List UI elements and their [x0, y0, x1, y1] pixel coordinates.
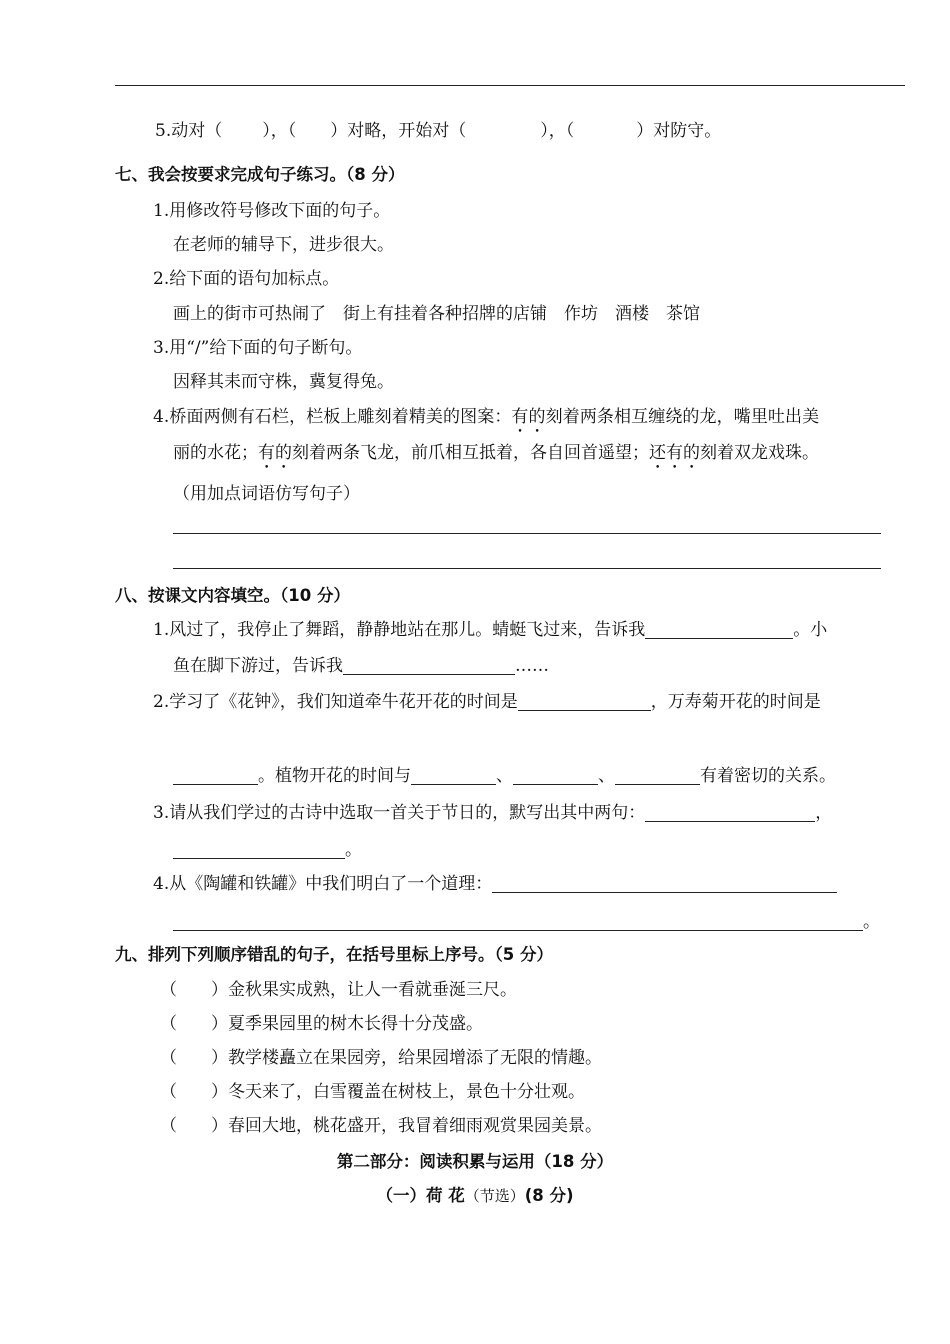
- sec8-item2-sep1: 、: [496, 766, 513, 786]
- part2-subtitle: [0, 1184, 950, 1208]
- sec9-item: （ ）金秋果实成熟，让人一看就垂涎三尺。: [160, 980, 517, 1000]
- sec8-item1-line2: [173, 654, 549, 678]
- sec8-item3-line2: [173, 838, 362, 862]
- fill-blank[interactable]: [513, 766, 598, 785]
- sec8-item1-line1: [153, 618, 827, 642]
- sec7-item4-a-post: 刻着两条相互缠绕的龙，嘴里吐出美: [545, 407, 820, 427]
- sec7-item3: 3.用“/”给下面的句子断句。: [153, 338, 363, 358]
- sec8-item1-b-end: ……: [515, 656, 549, 676]
- sec8-item4-line2: [173, 910, 880, 934]
- top-rule: [115, 85, 905, 86]
- q6-item5: [155, 119, 721, 143]
- q6-item5-d: ），（: [540, 121, 575, 141]
- part2-subtitle-b: （节选）: [464, 1187, 525, 1205]
- sec7-item4-b-dot1: 有的: [258, 443, 292, 463]
- fill-blank[interactable]: [411, 766, 496, 785]
- answer-line[interactable]: [173, 568, 881, 569]
- sec9-item: （ ）冬天来了，白雪覆盖在树枝上，景色十分壮观。: [160, 1082, 585, 1102]
- sec7-item4-b-mid: 刻着两条飞龙，前爪相互抵着，各自回首遥望；: [292, 443, 649, 463]
- sec8-item2-a-end: ，万寿菊开花的时间是: [650, 692, 821, 712]
- sec9-title: 九、排列下列顺序错乱的句子，在括号里标上序号。（5 分）: [115, 945, 553, 964]
- sec7-item4-line1: [153, 405, 819, 437]
- sec7-item4-b-pre: 丽的水花；: [173, 443, 258, 463]
- sec8-item2-b-end: 有着密切的关系。: [700, 766, 836, 786]
- sec8-item2-line1: [153, 690, 821, 714]
- sec7-item4-a-dot: 有的: [511, 407, 546, 427]
- sec9-item: （ ）春回大地，桃花盛开，我冒着细雨观赏果园美景。: [160, 1116, 602, 1136]
- sec8-item3-a: 3.请从我们学过的古诗中选取一首关于节日的，默写出其中两句：: [153, 803, 646, 823]
- sec7-item4-b-dot2: 还有的: [649, 443, 700, 463]
- sec7-item2: 2.给下面的语句加标点。: [153, 269, 340, 289]
- sec8-title: 八、按课文内容填空。（10 分）: [115, 586, 350, 605]
- sec7-item4-b-post: 刻着双龙戏珠。: [700, 443, 819, 463]
- fill-blank[interactable]: [492, 874, 837, 893]
- part2-subtitle-c: (8 分): [524, 1186, 574, 1205]
- fill-blank[interactable]: [173, 912, 863, 931]
- fill-blank[interactable]: [343, 656, 515, 675]
- sec7-title: 七、我会按要求完成句子练习。（8 分）: [115, 165, 405, 184]
- sec7-item4-a-pre: 4.桥面两侧有石栏，栏板上雕刻着精美的图案：: [153, 407, 512, 427]
- sec7-item3-sentence: 因释其耒而守株，冀复得兔。: [173, 372, 394, 392]
- sec7-item2-sentence: 画上的街市可热闹了 街上有挂着各种招牌的店铺 作坊 酒楼 茶馆: [173, 304, 700, 324]
- sec7-item1-sentence: 在老师的辅导下，进步很大。: [173, 235, 394, 255]
- sec8-item4-line1: [153, 872, 837, 896]
- sec8-item2-a: 2.学习了《花钟》，我们知道牵牛花开花的时间是: [153, 692, 518, 712]
- sec8-item4-a: 4.从《陶罐和铁罐》中我们明白了一个道理：: [153, 874, 493, 894]
- sec8-item3-line1: [153, 801, 832, 825]
- sec8-item1-a: 1.风过了，我停止了舞蹈，静静地站在那儿。蜻蜓飞过来，告诉我: [153, 620, 646, 640]
- sec8-item3-a-end: ，: [815, 803, 833, 823]
- sec9-item: （ ）教学楼矗立在果园旁，给果园增添了无限的情趣。: [160, 1048, 602, 1068]
- fill-blank[interactable]: [173, 766, 258, 785]
- sec7-item4-line2: [173, 441, 819, 473]
- fill-blank[interactable]: [173, 840, 345, 859]
- part2-title: 第二部分：阅读积累与运用（18 分）: [336, 1152, 614, 1171]
- q6-item5-a: 5.动对（: [155, 121, 223, 141]
- sec8-item4-b-end: 。: [863, 912, 880, 932]
- answer-line[interactable]: [173, 533, 881, 534]
- fill-blank[interactable]: [645, 803, 815, 822]
- sec8-item2-sep2: 、: [598, 766, 615, 786]
- fill-blank[interactable]: [518, 692, 651, 711]
- sec7-item1: 1.用修改符号修改下面的句子。: [153, 201, 391, 221]
- sec8-item2-b1: 。植物开花的时间与: [258, 766, 411, 786]
- part2-subtitle-a: （一）荷 花: [376, 1186, 465, 1205]
- fill-blank[interactable]: [645, 620, 793, 639]
- q6-item5-c: ）对略，开始对（: [330, 121, 467, 141]
- q6-item5-b: ），（: [262, 121, 297, 141]
- sec8-item2-line2: [173, 764, 836, 788]
- q6-item5-e: ）对防守。: [636, 121, 722, 141]
- fill-blank[interactable]: [615, 766, 700, 785]
- sec8-item1-b: 鱼在脚下游过，告诉我: [173, 656, 343, 676]
- sec9-item: （ ）夏季果园里的树木长得十分茂盛。: [160, 1014, 483, 1034]
- sec7-item4-instruction: （用加点词语仿写句子）: [173, 484, 360, 504]
- sec8-item1-a-end: 。小: [793, 620, 828, 640]
- sec8-item3-b-end: 。: [345, 840, 362, 860]
